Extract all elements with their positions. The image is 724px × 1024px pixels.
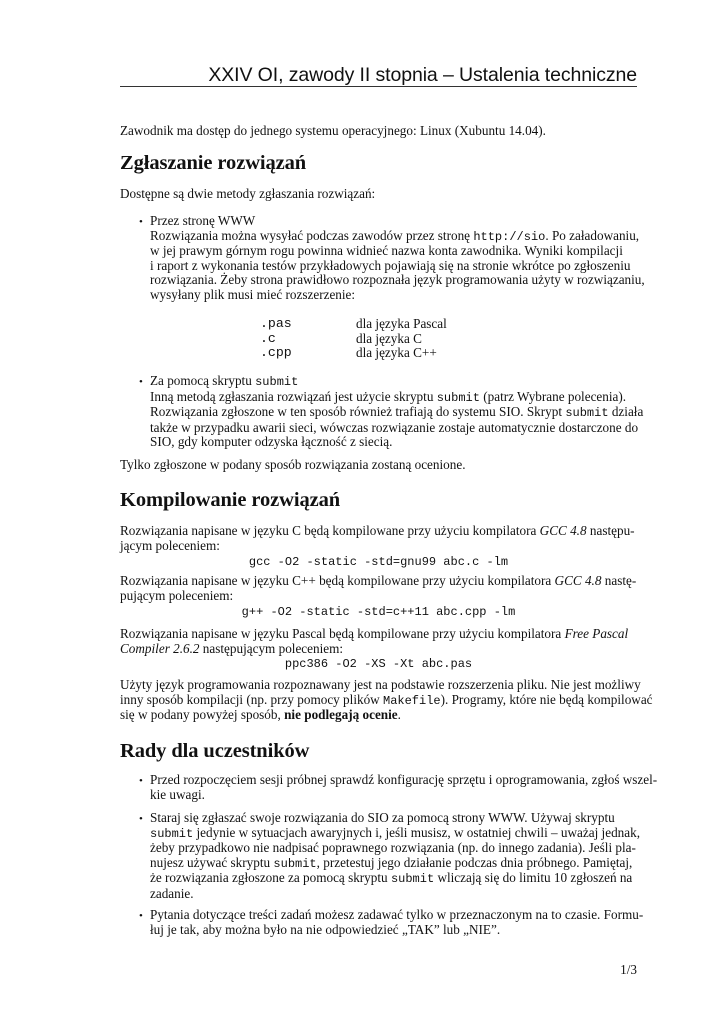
pascal-paragraph: Rozwiązania napisane w języku Pascal będą kompilowane przy użyciu kompilatora Free Pascal Compiler 2.6.2 następującym poleceniem: — [120, 626, 629, 656]
submission-closing: Tylko zgłoszone w podany sposób rozwiązania zostaną ocenione. — [120, 457, 466, 472]
c-paragraph: Rozwiązania napisane w języku C będą kompilowane przy użyciu kompilatora GCC 4.8 następu- jącym poleceniem: — [120, 523, 635, 553]
section-heading-submission: Zgłaszanie rozwiązań — [120, 152, 307, 174]
tip-item: Przed rozpoczęciem sesji próbnej sprawdź konfigurację sprzętu i oprogramowania, zgłoś wszel- kie uwagi. — [150, 772, 658, 802]
bullet-icon: • — [139, 376, 143, 388]
cpp-paragraph: Rozwiązania napisane w języku C++ będą kompilowane przy użyciu kompilatora GCC 4.8 nastę- pującym poleceniem: — [120, 573, 637, 603]
list-item-www — [150, 213, 645, 302]
section-heading-tips: Rady dla uczestników — [120, 740, 310, 762]
bullet-icon: • — [139, 216, 143, 228]
compilation-note: Użyty język programowania rozpoznawany jest na podstawie rozszerzenia pliku. Nie jest możliwy inny sposób kompilacji (np. przy pomocy plików Makefile). Programy, które nie będą kompilować się w podany powyżej sposób, nie podlegają ocenie. — [120, 677, 653, 722]
submission-lead: Dostępne są dwie metody zgłaszania rozwiązań: — [120, 186, 376, 201]
ext-pas-desc: dla języka Pascal — [356, 316, 447, 331]
sio-url: http://sio — [473, 229, 546, 244]
pascal-compile-command: ppc386 -O2 -XS -Xt abc.pas — [284, 657, 473, 671]
intro-paragraph: Zawodnik ma dostęp do jednego systemu operacyjnego: Linux (Xubuntu 14.04). — [120, 123, 546, 138]
pascal-compiler: Free Pascal — [564, 626, 629, 641]
c-compiler: GCC 4.8 — [539, 523, 587, 538]
item-line: Rozwiązania zgłoszone w ten sposób również trafiają do systemu SIO. Skrypt submit działa — [150, 404, 644, 420]
tip-item: Pytania dotyczące treści zadań możesz zadawać tylko w przeznaczonym na to czasie. Formu- łuj je tak, aby można było na nie odpowiedzieć „TAK” lub „NIE”. — [150, 907, 644, 937]
header-rule — [120, 86, 637, 87]
item-title: Za pomocą skryptu submit — [150, 373, 299, 389]
item-line: wysyłany plik musi mieć rozszerzenie: — [150, 286, 356, 302]
ext-c: .c — [260, 331, 276, 346]
item-line: SIO, gdy komputer odzyska łączność z siecią. — [150, 434, 393, 449]
bullet-icon: • — [139, 813, 143, 825]
item-line: rozwiązania. Żeby strona prawidłowo rozpoznała język programowania użyty w rozwiązaniu, — [150, 272, 645, 287]
list-item-submit — [150, 373, 644, 450]
emphasis-not-graded: nie podlegają ocenie — [284, 707, 398, 722]
cpp-compile-command: g++ -O2 -static -std=c++11 abc.cpp -lm — [241, 605, 516, 619]
item-line: Rozwiązania można wysyłać podczas zawodów przez stronę http://sio. Po załadowaniu, — [150, 227, 640, 244]
ext-cpp-desc: dla języka C++ — [356, 345, 437, 360]
cpp-compiler: GCC 4.8 — [554, 573, 602, 588]
ext-pas: .pas — [260, 316, 292, 331]
item-line: Inną metodą zgłaszania rozwiązań jest użycie skryptu submit (patrz Wybrane polecenia). — [150, 388, 627, 405]
bullet-icon: • — [139, 775, 143, 787]
item-line: w jej prawym górnym rogu powinna widnieć nazwa konta zawodnika. Wyniki kompilacji — [150, 243, 623, 258]
ext-c-desc: dla języka C — [356, 331, 422, 346]
running-header: XXIV OI, zawody II stopnia – Ustalenia techniczne — [208, 64, 637, 86]
section-heading-compilation: Kompilowanie rozwiązań — [120, 489, 341, 511]
ext-cpp: .cpp — [260, 345, 292, 360]
item-title: Przez stronę WWW — [150, 213, 256, 228]
item-line: i raport z wykonania testów przykładowych pojawiają się na stronie wkrótce po zgłoszeniu — [150, 257, 631, 273]
tip-item: Staraj się zgłaszać swoje rozwiązania do SIO za pomocą strony WWW. Używaj skryptu submit jedynie w sytuacjach awaryjnych i, jeśli musisz, w ostatniej chwili – uważaj jednak, żeby przypadkowo nie nadpisać poprawnego rozwiązania (np. do innego zadania). Jeśli pla- nujesz używać skryptu submit, przetestuj jego działanie podczas dnia próbnego. Pamiętaj, że rozwiązania zgłoszone za pomocą skryptu submit wliczają się do limitu 10 zgłoszeń na zadanie. — [150, 810, 641, 901]
page-number: 1/3 — [620, 962, 637, 977]
c-compile-command: gcc -O2 -static -std=gnu99 abc.c -lm — [248, 555, 509, 569]
item-line: także w przypadku awarii sieci, wówczas rozwiązanie zostaje automatycznie dostarczone do — [150, 419, 639, 435]
bullet-icon: • — [139, 910, 143, 922]
